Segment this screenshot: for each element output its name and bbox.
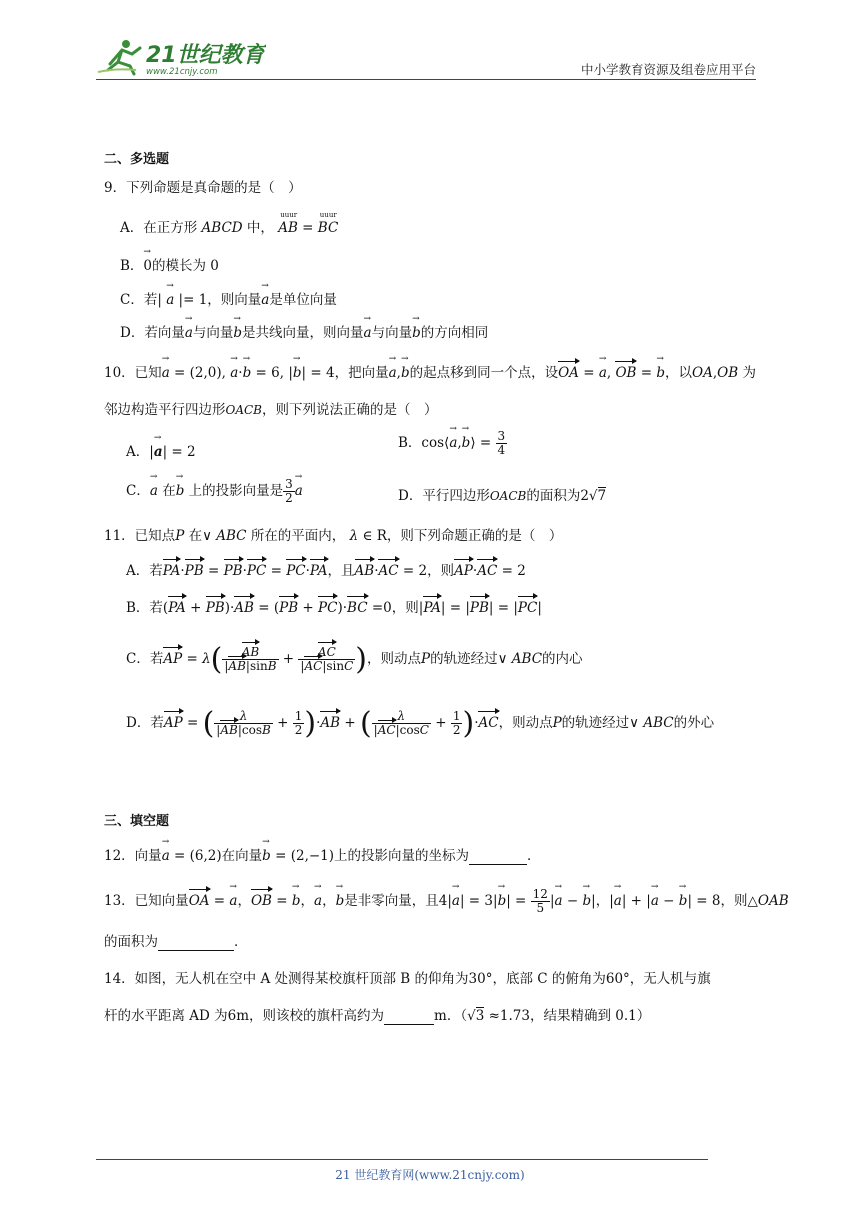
header-divider bbox=[96, 79, 756, 80]
question-9-option-a[interactable]: A．在正方形 ABCD 中， uuur AB = uuur BC bbox=[120, 211, 339, 236]
question-11-option-b[interactable]: B．若(PA + PB)·AB = (PB + PC)·BC =0，则|PA| = |PB| = |PC| bbox=[126, 600, 542, 616]
question-13-blank[interactable] bbox=[158, 934, 234, 951]
question-11-option-c[interactable]: C．若AP = λ( $\frac{AB}{|AB|\sin B}$ + $\frac{AC}{|AC|\sin C}$ )，则动点P的轨迹经过∨ ABC的内心 bbox=[126, 642, 583, 677]
question-10-option-d[interactable]: D．平行四边形OACB的面积为2√7 bbox=[398, 488, 607, 504]
question-13-line2: 的面积为 ． bbox=[104, 934, 248, 950]
question-9-option-b[interactable]: B．→ 0的模长为 0 bbox=[120, 254, 219, 274]
question-9-option-c[interactable]: C．若| → a |= 1，则向量→ a是单位向量 bbox=[120, 288, 337, 308]
question-10-option-b[interactable]: B．cos⟨→ a,→ b⟩ = $\frac{3}{4}$ bbox=[398, 430, 507, 457]
question-10-stem: 10．已知→ a = (2,0), → a·→ b = 6, |→ b| = 4，把向量→ a,→ b的起点移到同一个点，设OA = → a, OB = → b，以OA,OB 为 bbox=[104, 361, 756, 381]
question-14-line2: 杆的水平距离 AD 为6m，则该校的旗杆高约为 m．（√3 ≈1.73，结果精确到 0.1） bbox=[104, 1008, 651, 1024]
question-10-stem-line2: 邻边构造平行四边形OACB，则下列说法正确的是（ ） bbox=[104, 402, 438, 418]
logo-text: 21世纪教育 bbox=[146, 43, 265, 68]
section-heading-multi: 二、多选题 bbox=[104, 152, 170, 167]
logo-url: www.21cnjy.com bbox=[146, 67, 218, 77]
logo bbox=[96, 34, 266, 78]
question-14-line1: 14．如图，无人机在空中 A 处测得某校旗杆顶部 B 的仰角为30°，底部 C 的俯角为60°，无人机与旗 bbox=[104, 971, 711, 987]
question-9-option-d[interactable]: D．若向量→ a与向量→ b是共线向量，则向量→ a与向量→ b的方向相同 bbox=[120, 321, 488, 341]
question-13-line1: 13．已知向量OA = → a，OB = → b，→ a，→ b是非零向量，且4|→ a| = 3|→ b| = $\frac{12}{5}$ |→ a − → b|，|→ a| + |→ a − → b| = 8，则△OAB bbox=[104, 888, 789, 915]
question-12-blank[interactable] bbox=[469, 848, 527, 865]
question-12: 12．向量→ a = (6,2)在向量→ b = (2,−1)上的投影向量的坐标为 ． bbox=[104, 844, 541, 865]
question-11-option-a[interactable]: A．若PA·PB = PB·PC = PC·PA，且AB·AC = 2，则AP·AC = 2 bbox=[126, 563, 526, 579]
question-14-blank[interactable] bbox=[384, 1008, 434, 1025]
runner-logo-icon bbox=[98, 40, 140, 74]
question-9-stem: 9．下列命题是真命题的是（ ） bbox=[104, 180, 302, 196]
footer-divider bbox=[96, 1159, 708, 1160]
footer-link[interactable]: 21 世纪教育网(www.21cnjy.com) bbox=[335, 1168, 525, 1182]
header-platform-text: 中小学教育资源及组卷应用平台 bbox=[580, 62, 756, 77]
question-10-option-c[interactable]: C．→ a 在→ b 上的投影向量是 $\frac{3}{2}$ → a bbox=[126, 478, 303, 505]
section-heading-fill: 三、填空题 bbox=[104, 814, 170, 829]
question-11-option-d[interactable]: D．若AP = ( $\frac{\lambda}{|AB|\cos B}$ + $\frac{1}{2}$ )·AB + ( $\frac{\lambda}{|AC|\cos C}$ + $\frac{1}{2}$ )·AC，则动点P的轨迹经过∨ ABC的外心 bbox=[126, 706, 715, 741]
question-10-option-a[interactable]: A．|→ a| = 2 bbox=[126, 440, 196, 460]
question-11-stem: 11．已知点P 在∨ ABC 所在的平面内， λ ∈ R，则下列命题正确的是（ ） bbox=[104, 528, 563, 544]
